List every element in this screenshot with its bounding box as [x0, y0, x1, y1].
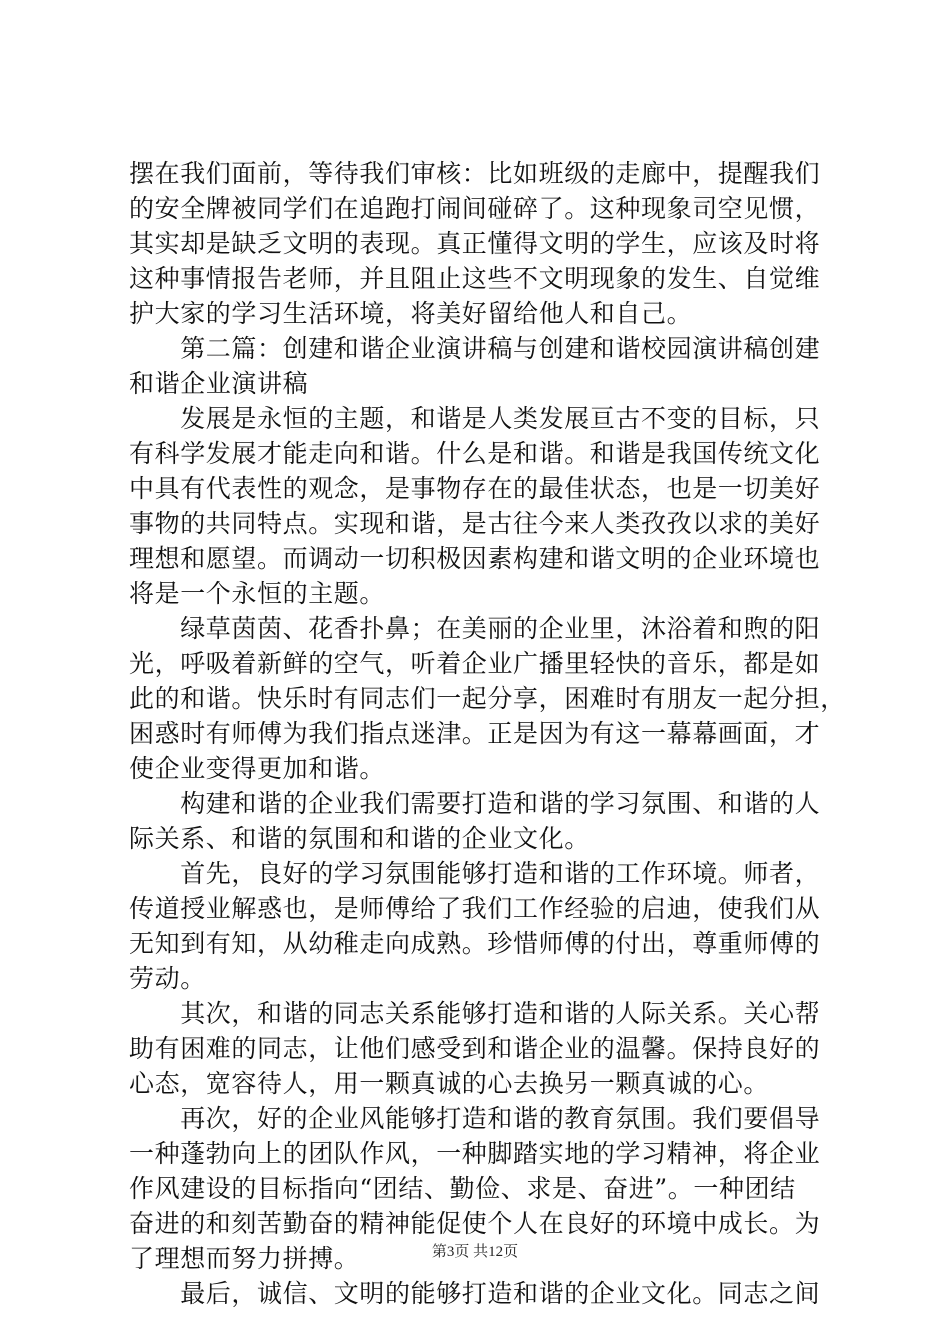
text-line: 的安全牌被同学们在追跑打闹间碰碎了。这种现象司空见惯， [129, 194, 821, 223]
text-line: 护大家的学习生活环境，将美好留给他人和自己。 [129, 299, 693, 328]
text-line: 无知到有知，从幼稚走向成熟。珍惜师傅的付出，尊重师傅的 [129, 929, 821, 958]
text-line: 劳动。 [129, 964, 206, 993]
text-line: 有科学发展才能走向和谐。什么是和谐。和谐是我国传统文化 [129, 439, 821, 468]
text-line: 将是一个永恒的主题。 [129, 579, 386, 608]
text-line: 光，呼吸着新鲜的空气，听着企业广播里轻快的音乐，都是如 [129, 649, 821, 678]
text-line: 了理想而努力拼搏。 [129, 1244, 360, 1273]
text-line: 传道授业解惑也，是师傅给了我们工作经验的启迪，使我们从 [129, 894, 821, 923]
text-line: 际关系、和谐的氛围和和谐的企业文化。 [129, 824, 590, 853]
text-line: 绿草茵茵、花香扑鼻；在美丽的企业里，沐浴着和煦的阳 [129, 614, 821, 643]
text-line: 首先，良好的学习氛围能够打造和谐的工作环境。师者， [129, 859, 821, 888]
text-line: 使企业变得更加和谐。 [129, 754, 386, 783]
text-line: 心态，宽容待人，用一颗真诚的心去换另一颗真诚的心。 [129, 1069, 770, 1098]
section-heading-line: 和谐企业演讲稿 [129, 369, 309, 398]
text-line: 此的和谐。快乐时有同志们一起分享，困难时有朋友一起分担， [129, 684, 846, 713]
text-line: 理想和愿望。而调动一切积极因素构建和谐文明的企业环境也 [129, 544, 821, 573]
page-number-footer: 第3页 共12页 [431, 1244, 519, 1260]
text-line: 奋进的和刻苦勤奋的精神能促使个人在良好的环境中成长。为 [129, 1209, 821, 1238]
text-line: 发展是永恒的主题，和谐是人类发展亘古不变的目标，只 [129, 404, 821, 433]
text-line: 助有困难的同志，让他们感受到和谐企业的温馨。保持良好的 [129, 1034, 821, 1063]
text-line: 作风建设的目标指向“团结、勤俭、求是、奋进”。一种团结 [129, 1174, 796, 1203]
text-line: 再次，好的企业风能够打造和谐的教育氛围。我们要倡导 [129, 1104, 821, 1133]
text-line: 困惑时有师傅为我们指点迷津。正是因为有这一幕幕画面，才 [129, 719, 821, 748]
text-line: 构建和谐的企业我们需要打造和谐的学习氛围、和谐的人 [129, 789, 821, 818]
text-line: 最后，诚信、文明的能够打造和谐的企业文化。同志之间 [129, 1279, 821, 1308]
text-line: 一种蓬勃向上的团队作风，一种脚踏实地的学习精神，将企业 [129, 1139, 821, 1168]
text-line: 中具有代表性的观念，是事物存在的最佳状态，也是一切美好 [129, 474, 821, 503]
body-text [129, 156, 846, 1311]
text-line: 事物的共同特点。实现和谐，是古往今来人类孜孜以求的美好 [129, 509, 821, 538]
text-line: 其实却是缺乏文明的表现。真正懂得文明的学生，应该及时将 [129, 229, 821, 258]
text-line: 其次，和谐的同志关系能够打造和谐的人际关系。关心帮 [129, 999, 821, 1028]
text-line: 这种事情报告老师，并且阻止这些不文明现象的发生、自觉维 [129, 264, 821, 293]
section-heading-line: 第二篇：创建和谐企业演讲稿与创建和谐校园演讲稿创建 [129, 334, 821, 363]
text-line: 摆在我们面前，等待我们审核：比如班级的走廊中，提醒我们 [129, 159, 821, 188]
